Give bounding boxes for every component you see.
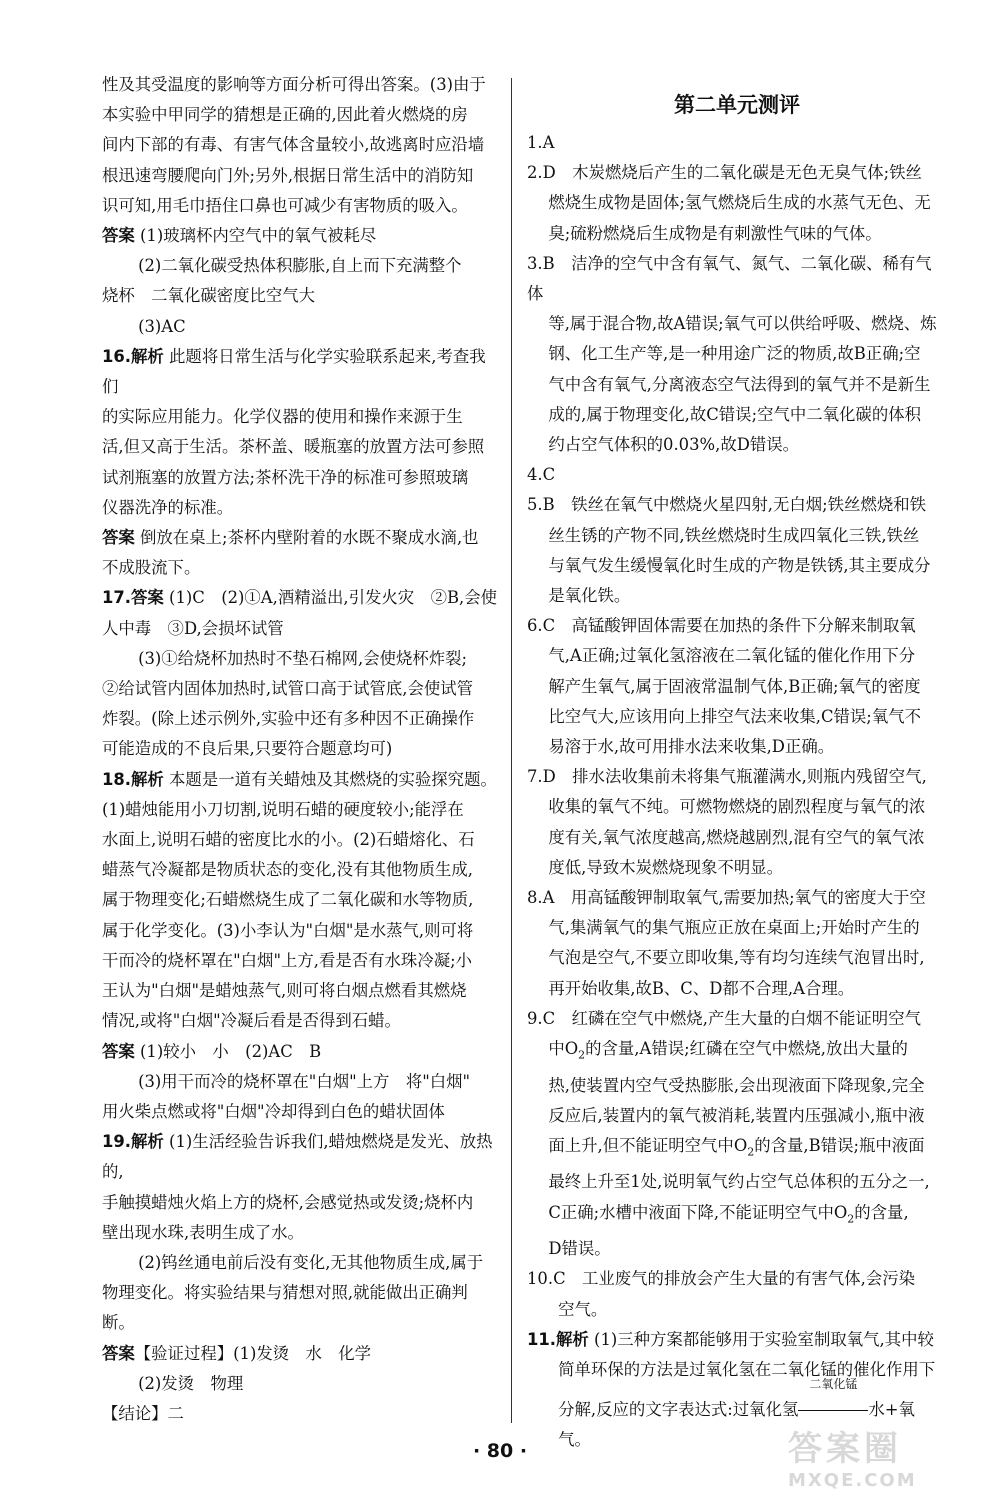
text-line: (2)二氧化碳受热体积膨胀,自上而下充满整个 [138, 256, 462, 276]
section-title: 第二单元测评 [674, 93, 800, 117]
question-number: 17. [102, 588, 132, 608]
subscript: 2 [847, 1211, 855, 1225]
question-number: 19. [102, 1132, 132, 1152]
text-fragment: 水+氧气。 [558, 1400, 915, 1450]
text-line: ②给试管内固体加热时,试管口高于试管底,会使试管 [102, 679, 474, 699]
text-fragment: 面上升,但不能证明空气中O [548, 1135, 748, 1155]
text-line: 6.C 高锰酸钾固体需要在加热的条件下分解来制取氧 [527, 616, 916, 636]
text-line: 壁出现水珠,表明生成了水。 [102, 1222, 304, 1242]
text-line: 2.D 木炭燃烧后产生的二氧化碳是无色无臭气体;铁丝 [527, 163, 922, 183]
text-fragment: 分解,反应的文字表达式:过氧化氢 [558, 1400, 799, 1420]
answer-line [102, 1037, 497, 1067]
arrow-line [798, 1410, 868, 1411]
text-line: 识可知,用毛巾捂住口鼻也可减少有害物质的吸入。 [102, 195, 468, 215]
answer-label: 答案 [102, 1041, 135, 1061]
text-line: 比空气大,应该用向上排空气法来收集,C错误;氧气不 [548, 706, 921, 726]
page-number: · 80 · [472, 1440, 528, 1462]
answer-label: 答案 [102, 528, 135, 548]
text-line: 属于化学变化。(3)小李认为"白烟"是水蒸气,则可将 [102, 920, 474, 940]
answer-line [102, 523, 497, 553]
text-line: (1)三种方案都能够用于实验室制取氧气,其中较 [594, 1329, 934, 1349]
text-line: 1.A [527, 133, 555, 152]
analysis-label: 解析 [131, 1132, 164, 1152]
text-line: (2)发烫 物理 [138, 1373, 244, 1393]
text-line: 气泡是空气,不要立即收集,等有均匀连续气泡冒出时, [548, 948, 925, 968]
question-11 [527, 1325, 947, 1355]
text-line: 热,使装置内空气受热膨胀,会出现液面下降现象,完全 [548, 1075, 925, 1095]
text-line: 性及其受温度的影响等方面分析可得出答案。(3)由于 [102, 75, 486, 94]
text-line: 收集的氧气不纯。可燃物燃烧的剧烈程度与氧气的浓 [548, 797, 926, 817]
text-line: 约占空气体积的0.03%,故D错误。 [548, 435, 800, 455]
text-line: 用火柴点燃或将"白烟"冷却得到白色的蜡状固体 [102, 1101, 445, 1121]
text-line: (1)蜡烛能用小刀切割,说明石蜡的硬度较小;能浮在 [102, 799, 464, 819]
analysis-label: 解析 [131, 346, 164, 366]
analysis-label: 解析 [131, 769, 164, 789]
text-line: 仪器洗净的标准。 [102, 497, 234, 517]
column-divider [511, 78, 512, 1423]
text-line: 的实际应用能力。化学仪器的使用和操作来源于生 [102, 407, 463, 427]
text-line: 蜡蒸气冷凝都是物质状态的变化,没有其他物质生成, [102, 860, 474, 880]
text-line: 等,属于混合物,故A错误;氧气可以供给呼吸、燃烧、炼 [548, 314, 937, 334]
text-fragment: C正确;水槽中液面下降,不能证明空气中O [548, 1202, 848, 1222]
text-line: D错误。 [548, 1239, 611, 1259]
answer-line [102, 221, 497, 251]
text-line [527, 1131, 947, 1167]
text-line: 干而冷的烧杯罩在"白烟"上方,看是否有水珠冷凝;小 [102, 950, 473, 970]
analysis-label: 解析 [556, 1329, 589, 1349]
text-fragment: 的含量,B错误;瓶中液面 [754, 1135, 925, 1155]
text-line: 3.B 洁净的空气中含有氧气、氮气、二氧化碳、稀有气体 [527, 253, 932, 304]
text-line: 本实验中甲同学的猜想是正确的,因此着火燃烧的房 [102, 105, 468, 125]
text-line: 本题是一道有关蜡烛及其燃烧的实验探究题。 [169, 769, 497, 789]
answer-text: 【验证过程】(1)发烫 水 化学 [134, 1343, 372, 1363]
text-line: (3)AC [138, 316, 186, 336]
text-line: 间内下部的有毒、有害气体含量较小,故逃离时应沿墙 [102, 135, 485, 155]
text-line: 试剂瓶塞的放置方法;茶杯洗干净的标准可参照玻璃 [102, 467, 469, 487]
text-line: 成的,属于物理变化,故C错误;空气中二氧化碳的体积 [548, 404, 921, 424]
text-line: 空气。 [558, 1299, 608, 1319]
text-line: 烧杯 二氧化碳密度比空气大 [102, 286, 316, 306]
text-line: 情况,或将"白烟"冷凝后看是否得到石蜡。 [102, 1011, 401, 1031]
watermark [788, 1421, 988, 1491]
text-line [527, 1034, 947, 1070]
text-line: 与氧气发生缓慢氧化时生成的产物是铁锈,其主要成分 [548, 555, 931, 575]
answer-label: 答案 [102, 226, 135, 246]
text-line: 10.C 工业废气的排放会产生大量的有害气体,会污染 [527, 1269, 916, 1289]
text-line: 解产生氧气,属于固液常温制气体,B正确;氧气的密度 [548, 676, 921, 696]
text-line: 钢、化工生产等,是一种用途广泛的物质,故B正确;空 [548, 344, 921, 364]
text-line: 此题将日常生活与化学实验联系起来,考查我们 [102, 346, 486, 397]
right-column [527, 88, 947, 1456]
text-line: 【结论】二 [102, 1403, 184, 1423]
text-line: 度低,导致木炭燃烧现象不明显。 [548, 857, 783, 877]
text-line: 反应后,装置内的氧气被消耗,装置内压强减小,瓶中液 [548, 1105, 925, 1125]
text-line: 人中毒 ③D,会损坏试管 [102, 618, 284, 638]
text-line: (2)钨丝通电前后没有变化,无其他物质生成,属于 [138, 1252, 484, 1272]
text-line: (1)生活经验告诉我们,蜡烛燃烧是发光、放热的, [102, 1132, 493, 1182]
text-line: 物理变化。将实验结果与猜想对照,就能做出正确判断。 [102, 1283, 468, 1333]
text-line: 丝生锈的产物不同,铁丝燃烧时生成四氧化三铁,铁丝 [548, 525, 920, 545]
text-fragment: 中O [548, 1039, 579, 1059]
text-line: 9.C 红磷在空气中燃烧,产生大量的白烟不能证明空气 [527, 1008, 921, 1028]
text-line: 炸裂。(除上述示例外,实验中还有多种因不正确操作 [102, 709, 475, 729]
text-line: 属于物理变化;石蜡燃烧生成了二氧化碳和水等物质, [102, 890, 474, 910]
answer-text: (1)较小 小 (2)AC B [140, 1041, 322, 1061]
text-line: 不成股流下。 [102, 558, 201, 578]
text-line: 8.A 用高锰酸钾制取氧气,需要加热;氧气的密度大于空 [527, 888, 926, 908]
answer-text: (1)玻璃杯内空气中的氧气被耗尽 [140, 226, 377, 246]
answer-line [102, 1339, 497, 1369]
text-line: 是氧化铁。 [548, 586, 631, 606]
text-line: 气,A正确;过氧化氢溶液在二氧化锰的催化作用下分 [548, 646, 916, 666]
answer-label: 答案 [102, 1343, 135, 1363]
text-line: 简单环保的方法是过氧化氢在二氧化锰的催化作用下 [558, 1359, 936, 1379]
text-line: 气,集满氧气的集气瓶应正放在桌面上;开始时产生的 [548, 918, 920, 938]
text-line: (1)C (2)①A,酒精溢出,引发火灾 ②B,会使 [169, 588, 498, 608]
question-number: 18. [102, 769, 132, 789]
answer-label: 答案 [131, 588, 164, 608]
text-line: (3)用干而冷的烧杯罩在"白烟"上方 将"白烟" [138, 1071, 471, 1091]
watermark-url: MXQE.COM [788, 1470, 917, 1491]
text-line: 臭;硫粉燃烧后生成物是有刺激性气味的气体。 [548, 223, 882, 243]
watermark-text: 答案圈 [788, 1429, 902, 1469]
text-line: 手触摸蜡烛火焰上方的烧杯,会感觉热或发烫;烧杯内 [102, 1192, 474, 1212]
text-line: 活,但又高于生活。茶杯盖、暖瓶塞的放置方法可参照 [102, 437, 485, 457]
subscript: 2 [747, 1145, 755, 1159]
text-line: 4.C [527, 465, 556, 485]
text-line: 王认为"白烟"是蜡烛蒸气,则可将白烟点燃看其燃烧 [102, 981, 467, 1001]
text-fragment: 的含量,A错误;红磷在空气中燃烧,放出大量的 [585, 1039, 908, 1059]
question-number: 16. [102, 346, 132, 366]
catalyst-label: 二氧化锰 [809, 1377, 858, 1392]
subscript: 2 [578, 1048, 586, 1062]
text-line: 5.B 铁丝在氧气中燃烧火星四射,无白烟;铁丝燃烧和铁 [527, 495, 927, 515]
text-line: 最终上升至1处,说明氧气约占空气总体积的五分之一, [548, 1172, 930, 1192]
answer-text: 倒放在桌上;茶杯内壁附着的水既不聚成水滴,也 [140, 528, 479, 548]
text-line: 燃烧生成物是固体;氢气燃烧后生成的水蒸气无色、无 [548, 193, 931, 213]
text-line: 根迅速弯腰爬向门外;另外,根据日常生活中的消防知 [102, 165, 474, 185]
question-17 [102, 583, 497, 613]
question-19 [102, 1127, 497, 1187]
text-line: 易溶于水,故可用排水法来收集,D正确。 [548, 737, 835, 757]
text-line: 度有关,氧气浓度越高,燃烧越剧烈,混有空气的氧气浓 [548, 827, 925, 847]
left-column [102, 70, 497, 1429]
text-line: (3)①给烧杯加热时不垫石棉网,会使烧杯炸裂; [138, 648, 468, 668]
text-line: 7.D 排水法收集前未将集气瓶灌满水,则瓶内残留空气, [527, 767, 927, 787]
text-line [527, 1198, 947, 1234]
question-16 [102, 342, 497, 402]
text-line: 可能造成的不良后果,只要符合题意均可) [102, 739, 393, 759]
text-line: 气中含有氧气,分离液态空气法得到的氧气并不是新生 [548, 374, 931, 394]
question-18 [102, 765, 497, 795]
text-line: 水面上,说明石蜡的密度比水的小。(2)石蜡熔化、石 [102, 830, 475, 850]
text-line: 再开始收集,故B、C、D都不合理,A合理。 [548, 978, 855, 998]
text-fragment: 的含量, [854, 1202, 909, 1222]
question-number: 11. [527, 1329, 557, 1349]
